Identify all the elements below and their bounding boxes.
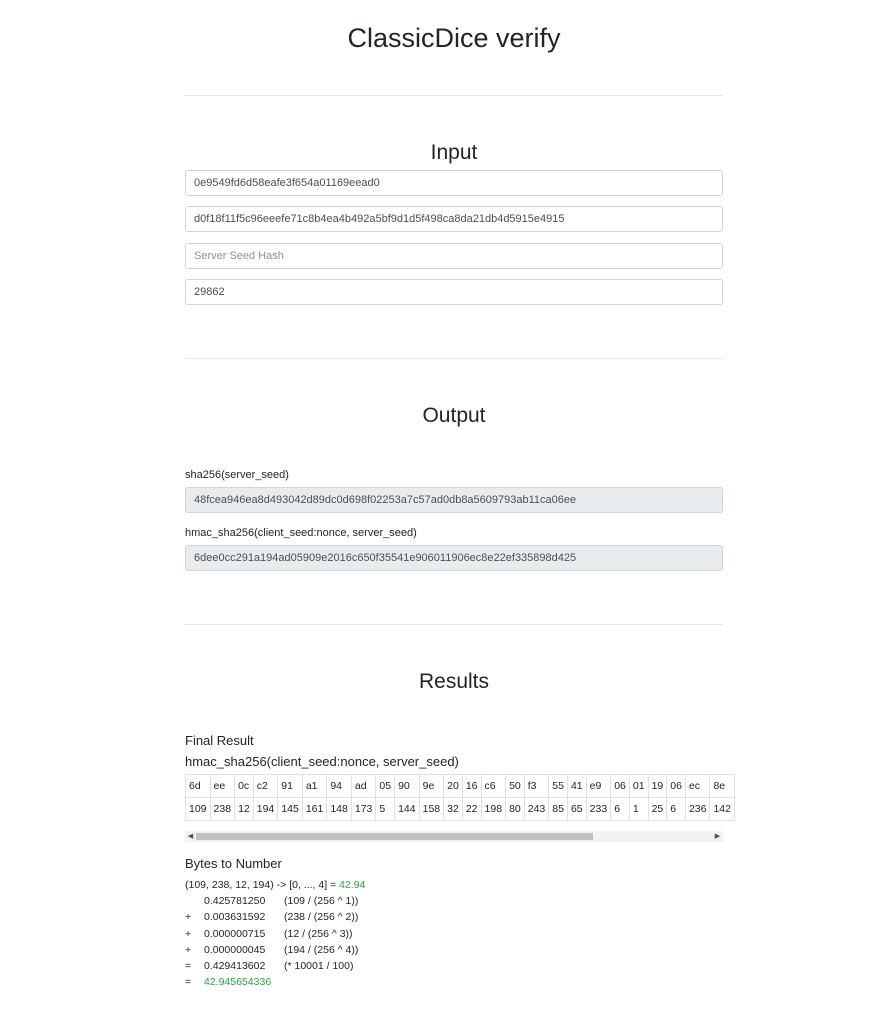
decimal-byte-cell: 145 — [278, 798, 303, 821]
decimal-byte-cell: 158 — [419, 798, 444, 821]
divider — [185, 358, 723, 359]
hex-byte-cell: c2 — [253, 775, 278, 798]
decimal-byte-cell: 233 — [586, 798, 611, 821]
client-seed-input[interactable] — [185, 170, 723, 196]
decimal-byte-cell: 148 — [327, 798, 352, 821]
hex-byte-cell: 55 — [549, 775, 568, 798]
decimal-byte-cell: 85 — [549, 798, 568, 821]
calc-final-row — [185, 974, 365, 990]
decimal-byte-cell: 142 — [710, 798, 735, 821]
calc-value: 0.000000045 — [204, 943, 266, 956]
hex-byte-cell: 50 — [506, 775, 525, 798]
calc-expression: (12 / (256 ^ 3)) — [284, 927, 353, 940]
hmac-label: hmac_sha256(client_seed:nonce, server_seed) — [185, 527, 417, 539]
decimal-bytes-row — [186, 798, 735, 821]
calc-op: + — [185, 911, 192, 924]
server-seed-input[interactable] — [185, 206, 723, 232]
hex-byte-cell: 06 — [667, 775, 686, 798]
bytes-table — [185, 774, 735, 821]
scroll-right-arrow-icon[interactable]: ▶ — [714, 833, 721, 840]
decimal-byte-cell: 5 — [376, 798, 395, 821]
decimal-byte-cell: 25 — [648, 798, 667, 821]
server-seed-hash-input[interactable] — [185, 243, 723, 269]
decimal-byte-cell: 236 — [685, 798, 710, 821]
hex-byte-cell: 01 — [629, 775, 648, 798]
scrollbar-thumb[interactable] — [196, 833, 593, 840]
hex-byte-cell: 0c — [235, 775, 254, 798]
decimal-byte-cell: 198 — [481, 798, 506, 821]
decimal-byte-cell: 6 — [611, 798, 630, 821]
calc-op: + — [185, 943, 192, 956]
decimal-byte-cell: 243 — [524, 798, 549, 821]
hex-byte-cell: c6 — [481, 775, 506, 798]
hex-byte-cell: 06 — [611, 775, 630, 798]
hex-byte-cell: 6d — [186, 775, 211, 798]
calc-expression: (109 / (256 ^ 1)) — [284, 895, 359, 908]
horizontal-scrollbar[interactable] — [185, 831, 723, 842]
decimal-byte-cell: 238 — [210, 798, 235, 821]
decimal-byte-cell: 173 — [351, 798, 376, 821]
hex-byte-cell: 41 — [567, 775, 586, 798]
calc-op: + — [185, 927, 192, 940]
hex-byte-cell: 19 — [648, 775, 667, 798]
decimal-byte-cell: 1 — [629, 798, 648, 821]
sha256-label: sha256(server_seed) — [185, 469, 289, 481]
hex-byte-cell: 05 — [376, 775, 395, 798]
calc-value: 0.000000715 — [204, 927, 266, 940]
hex-byte-cell: ec — [685, 775, 710, 798]
nonce-input[interactable] — [185, 279, 723, 305]
calc-op: = — [185, 976, 192, 989]
hex-byte-cell: f3 — [524, 775, 549, 798]
decimal-byte-cell: 6 — [667, 798, 686, 821]
results-heading: Results — [418, 670, 490, 693]
hex-byte-cell: 8e — [710, 775, 735, 798]
hex-bytes-row — [186, 775, 735, 798]
hmac-bytes-heading: hmac_sha256(client_seed:nonce, server_seed) — [185, 754, 459, 769]
calc-row — [185, 909, 365, 925]
hex-byte-cell: a1 — [302, 775, 327, 798]
calc-header-result: 42.94 — [339, 879, 366, 891]
calc-header — [185, 877, 365, 893]
output-heading: Output — [422, 404, 486, 427]
decimal-byte-cell: 144 — [395, 798, 420, 821]
decimal-byte-cell: 194 — [253, 798, 278, 821]
hex-byte-cell: 20 — [444, 775, 463, 798]
decimal-byte-cell: 32 — [444, 798, 463, 821]
input-heading: Input — [430, 141, 478, 164]
decimal-byte-cell: 80 — [506, 798, 525, 821]
calc-row — [185, 893, 365, 909]
hex-byte-cell: 91 — [278, 775, 303, 798]
hex-byte-cell: ee — [210, 775, 235, 798]
divider — [185, 624, 723, 625]
hex-byte-cell: 90 — [395, 775, 420, 798]
calc-row — [185, 926, 365, 942]
calc-expression: (194 / (256 ^ 4)) — [284, 943, 359, 956]
scroll-left-arrow-icon[interactable]: ◀ — [187, 833, 194, 840]
calc-value: 0.003631592 — [204, 911, 266, 924]
decimal-byte-cell: 65 — [567, 798, 586, 821]
calc-value: 0.429413602 — [204, 959, 266, 972]
calc-op: = — [185, 959, 192, 972]
calc-header-text: (109, 238, 12, 194) -> [0, ..., 4] = — [185, 879, 340, 891]
decimal-byte-cell: 109 — [186, 798, 211, 821]
hex-byte-cell: 9e — [419, 775, 444, 798]
hex-byte-cell: e9 — [586, 775, 611, 798]
page-title: ClassicDice verify — [347, 23, 561, 53]
divider — [185, 95, 723, 96]
bytes-table-scroll[interactable] — [185, 774, 731, 822]
calc-row — [185, 942, 365, 958]
calculation-block — [185, 877, 365, 990]
hex-byte-cell: 16 — [462, 775, 481, 798]
bytes-to-number-label: Bytes to Number — [185, 856, 282, 871]
hmac-output[interactable] — [185, 545, 723, 571]
hex-byte-cell: ad — [351, 775, 376, 798]
sha256-output[interactable] — [185, 487, 723, 513]
calc-value: 0.425781250 — [204, 895, 266, 908]
final-result-label: Final Result — [185, 733, 254, 748]
decimal-byte-cell: 22 — [462, 798, 481, 821]
calc-row — [185, 958, 365, 974]
decimal-byte-cell: 161 — [302, 798, 327, 821]
calc-expression: (238 / (256 ^ 2)) — [284, 911, 359, 924]
calc-final-value: 42.945654336 — [204, 976, 272, 989]
hex-byte-cell: 94 — [327, 775, 352, 798]
calc-expression: (* 10001 / 100) — [284, 959, 354, 972]
decimal-byte-cell: 12 — [235, 798, 254, 821]
